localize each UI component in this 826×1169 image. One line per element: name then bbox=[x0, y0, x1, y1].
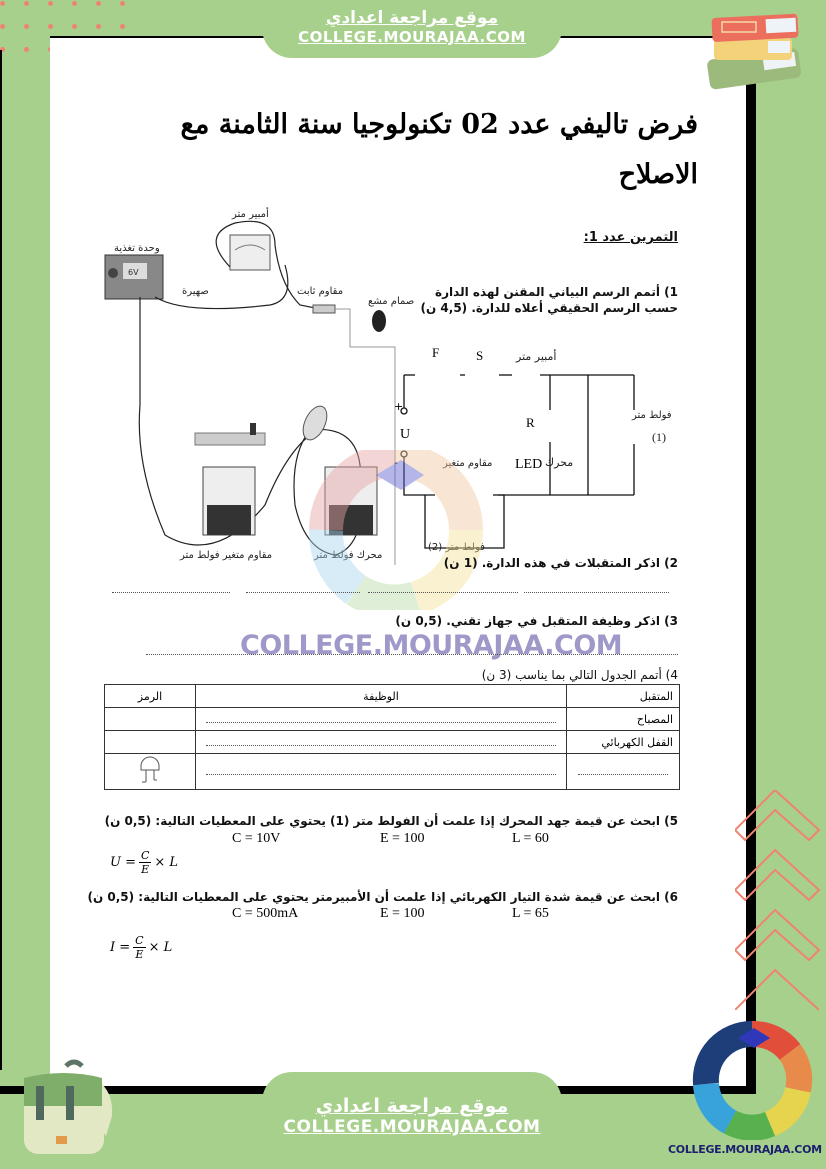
answer-line-q2-1[interactable] bbox=[524, 592, 669, 593]
question-1: 1) أتمم الرسم البياني المقنن لهذه الدارة حسب الرسم الحقيقي أعلاه للدارة. (4,5 ن) bbox=[420, 285, 678, 315]
svg-text:U: U bbox=[400, 427, 411, 442]
banner-url[interactable]: COLLEGE.MOURAJAA.COM bbox=[298, 28, 526, 46]
table-row bbox=[105, 731, 680, 754]
cell-function[interactable] bbox=[196, 708, 567, 731]
label-ammeter-real: أمبير متر bbox=[232, 209, 269, 220]
label-fixed-resistor: مقاوم ثابت bbox=[297, 286, 344, 297]
formula-rhs: × L bbox=[148, 940, 173, 955]
frame-border-left bbox=[0, 50, 2, 1070]
q6-formula bbox=[110, 934, 172, 961]
formula-lhs: I = bbox=[110, 940, 131, 955]
svg-text:LED: LED bbox=[515, 457, 543, 472]
label-fuse: صهيرة bbox=[182, 286, 209, 297]
banner-arabic: موقع مراجعة اعدادي bbox=[315, 1095, 509, 1117]
svg-text:F: F bbox=[432, 345, 440, 360]
label-motor: محرك bbox=[545, 456, 574, 469]
answer-line-q3[interactable] bbox=[146, 654, 678, 655]
q5-given-L: L = 60 bbox=[512, 831, 549, 846]
mourajaa-logo-watermark bbox=[306, 450, 486, 610]
question-3: 3) اذكر وظيفة المتقبل في جهاز تقني. (0,5 ن) bbox=[395, 614, 678, 628]
books-icon bbox=[692, 8, 804, 92]
label-voltmeter-1: فولط متر bbox=[632, 410, 672, 421]
exam-title bbox=[98, 100, 698, 200]
banner-arabic: موقع مراجعة اعدادي bbox=[325, 8, 499, 28]
backpack-icon bbox=[14, 1056, 114, 1156]
label-voltmeter-2: فولط متر (2) bbox=[428, 542, 485, 553]
cell-receiver: القفل الكهربائي bbox=[567, 731, 680, 754]
fraction: $\frac{C}{E}$ bbox=[135, 934, 144, 961]
question-2: 2) اذكر المتقبلات في هذه الدارة. (1 ن) bbox=[443, 556, 678, 570]
label-led-real: صمام مشع bbox=[368, 296, 415, 307]
question-4: 4) أتمم الجدول التالي بما يناسب (3 ن) bbox=[481, 668, 678, 682]
q6-given-E: E = 100 bbox=[380, 906, 425, 921]
q5-given-C: C = 10V bbox=[232, 831, 281, 846]
answer-line-q2-3[interactable] bbox=[246, 592, 360, 593]
chevron-decoration-icon bbox=[735, 790, 825, 1010]
cell-receiver[interactable] bbox=[567, 754, 680, 790]
header-function: الوظيفة bbox=[196, 685, 567, 708]
label-power-unit: وحدة تغذية bbox=[114, 243, 160, 254]
header-receiver: المتقبل bbox=[567, 685, 680, 708]
header-symbol: الرمز bbox=[105, 685, 196, 708]
led-symbol-icon bbox=[138, 756, 162, 784]
svg-text:R: R bbox=[526, 415, 535, 430]
label-voltmeter-1-num: (1) bbox=[652, 430, 666, 444]
title-line-2: الاصلاح bbox=[618, 159, 698, 190]
site-banner-bottom bbox=[262, 1072, 562, 1169]
svg-text:+: + bbox=[394, 400, 404, 413]
table-row bbox=[105, 708, 680, 731]
title-line-1: فرض تاليفي عدد 02 تكنولوجيا سنة الثامنة مع bbox=[180, 109, 698, 140]
cell-function[interactable] bbox=[196, 754, 567, 790]
question-5: 5) ابحث عن قيمة جهد المحرك إذا علمت أن الفولط متر (1) يحتوي على المعطيات التالية: (0,5 ن) bbox=[104, 814, 678, 828]
q6-given-C: C = 500mA bbox=[232, 906, 299, 921]
label-bottom-left: مقاوم متغير فولط متر bbox=[180, 550, 273, 561]
cell-symbol bbox=[105, 754, 196, 790]
svg-text:6V: 6V bbox=[128, 268, 139, 277]
q6-given-L: L = 65 bbox=[512, 906, 549, 921]
formula-lhs: U = bbox=[110, 855, 136, 870]
formula-rhs: × L bbox=[154, 855, 179, 870]
label-variable-resistor: مقاوم متغير bbox=[443, 458, 493, 469]
label-ammeter-schematic: أمبير متر bbox=[516, 350, 557, 363]
mourajaa-logo-icon bbox=[690, 1020, 814, 1140]
banner-url[interactable]: COLLEGE.MOURAJAA.COM bbox=[283, 1117, 541, 1137]
svg-text:-: - bbox=[394, 456, 398, 469]
answer-line-q2-2[interactable] bbox=[368, 592, 518, 593]
cell-receiver: المصباح bbox=[567, 708, 680, 731]
cell-symbol[interactable] bbox=[105, 708, 196, 731]
cell-function[interactable] bbox=[196, 731, 567, 754]
q5-given-E: E = 100 bbox=[380, 831, 425, 846]
svg-text:S: S bbox=[476, 348, 484, 363]
site-watermark: COLLEGE.MOURAJAA.COM bbox=[240, 630, 623, 661]
exercise-heading: التمرين عدد 1: bbox=[583, 230, 678, 245]
question-6: 6) ابحث عن قيمة شدة التيار الكهربائي إذا علمت أن الأمبيرمتر يحتوي على المعطيات التالية: (0,5 ن) bbox=[87, 890, 678, 904]
table-row bbox=[105, 754, 680, 790]
site-banner-top bbox=[262, 0, 562, 58]
fraction: $\frac{C}{E}$ bbox=[140, 849, 150, 876]
cell-symbol[interactable] bbox=[105, 731, 196, 754]
table-header-row bbox=[105, 685, 680, 708]
label-bottom-right: محرك فولط متر bbox=[314, 550, 383, 561]
logo-caption: COLLEGE.MOURAJAA.COM bbox=[668, 1143, 822, 1156]
answer-line-q2-4[interactable] bbox=[112, 592, 230, 593]
q5-formula bbox=[110, 849, 178, 876]
receivers-table bbox=[104, 684, 680, 790]
